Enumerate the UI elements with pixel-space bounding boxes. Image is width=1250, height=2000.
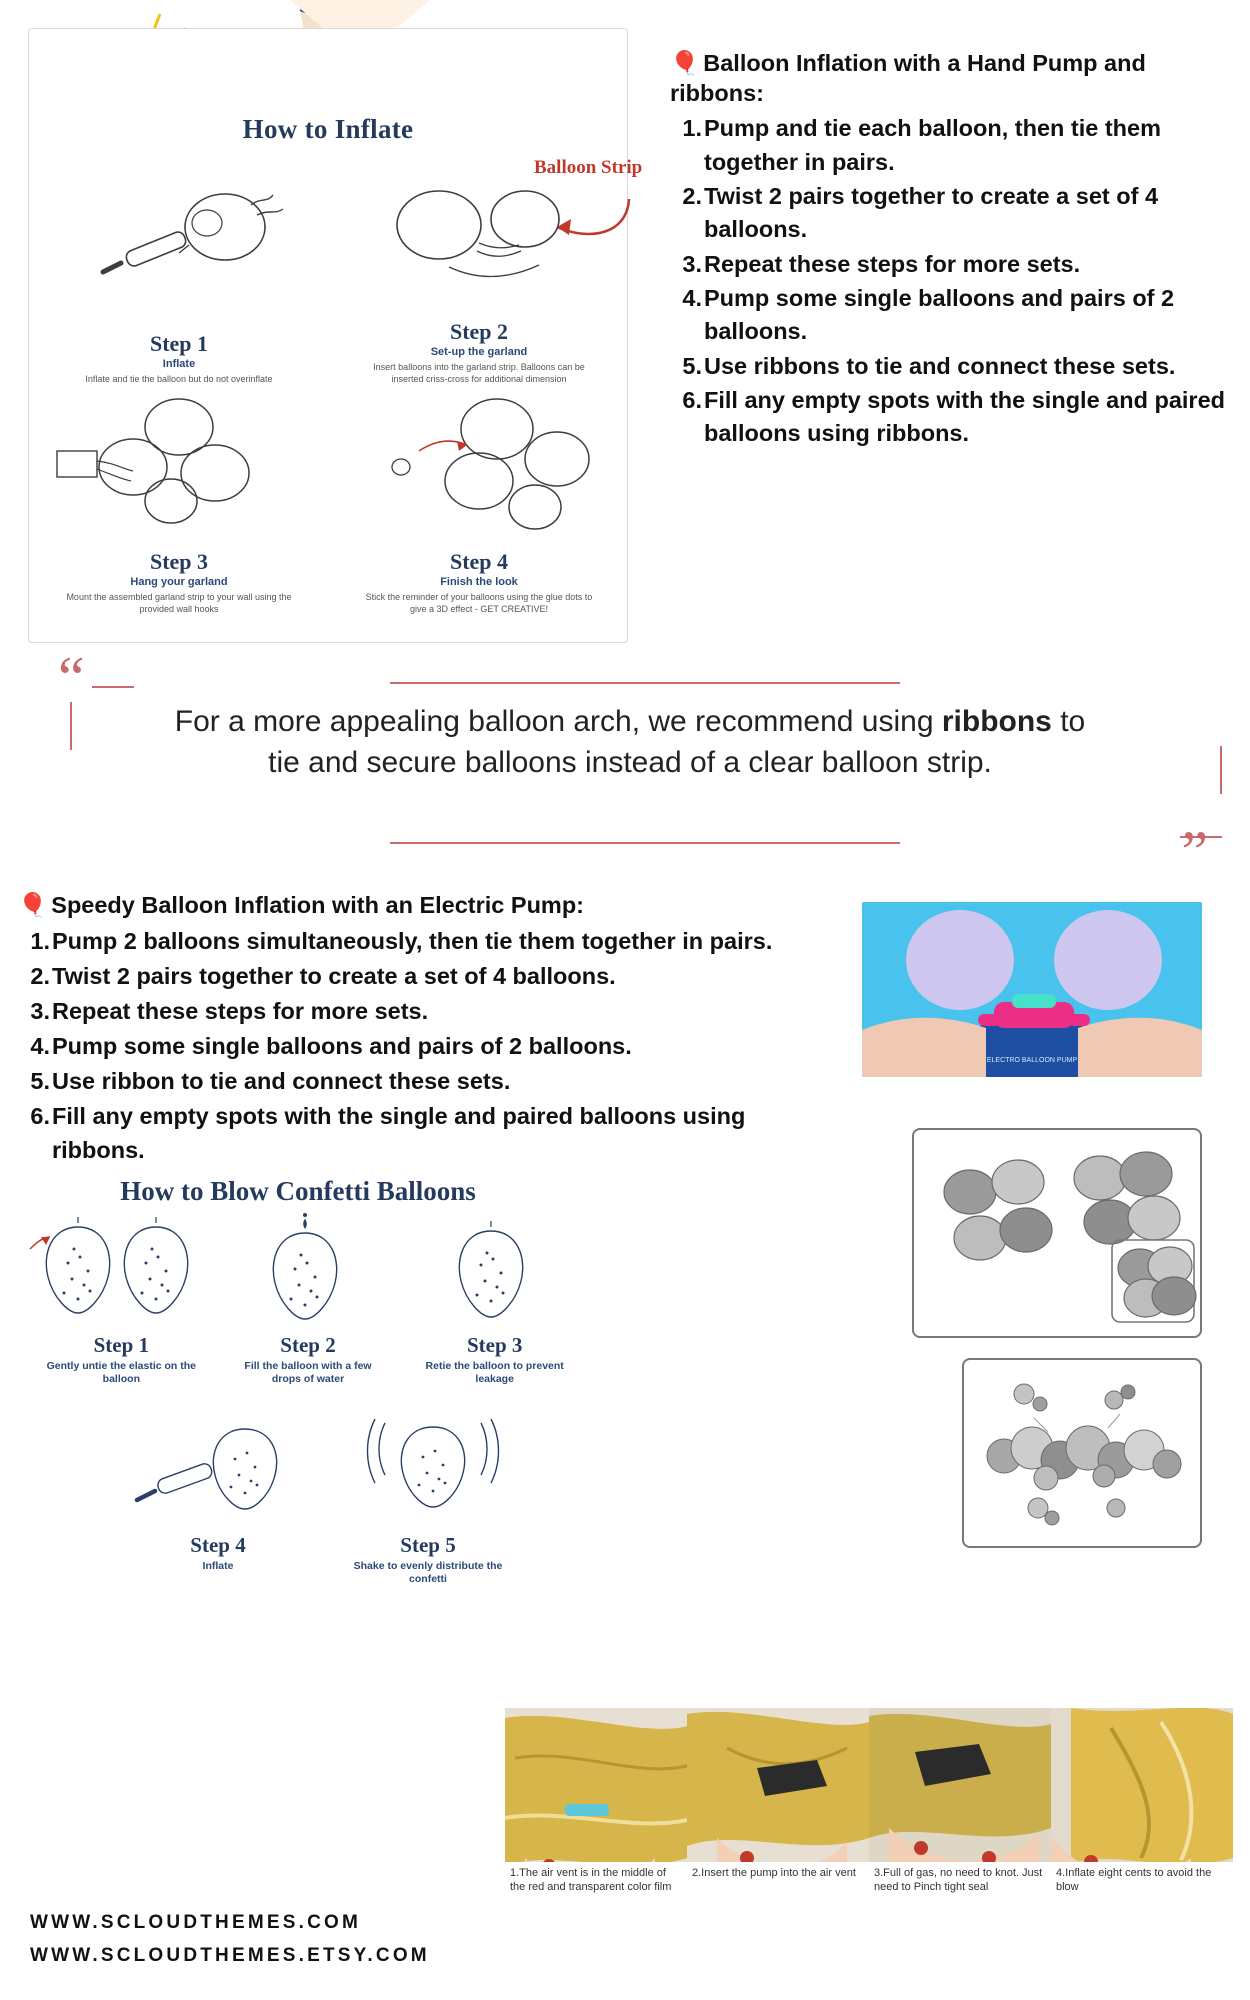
foil-photo-3 [869, 1708, 1051, 1928]
foil-caption: 2.Insert the pump into the air vent [687, 1862, 869, 1928]
step-description: Inflate and tie the balloon but do not overinflate [85, 373, 273, 384]
electric-pump-illustration [862, 902, 1202, 1077]
foil-photo-2 [687, 1708, 869, 1928]
balloon-pin-icon: 🎈 [670, 50, 700, 76]
footer-etsy-line: WWW.SCLOUDTHEMES.ETSY.COM [30, 1944, 430, 1966]
electric-pump-photo [862, 902, 1202, 1077]
list-item: Repeat these steps for more sets. [52, 998, 429, 1025]
quote-text [60, 660, 1190, 783]
balloon-cluster-diagram [912, 1128, 1202, 1338]
balloon-cluster-icon [29, 389, 329, 539]
electric-pump-section [0, 890, 1250, 1168]
finish-look-step [329, 389, 629, 619]
step-subtitle: Inflate [162, 357, 196, 370]
hand-pump-step-list [670, 112, 1228, 451]
quote-text-before: For a more appealing balloon arch, we recommend using [174, 705, 942, 738]
confetti-step-2-art [215, 1213, 402, 1333]
setup-garland-step [329, 179, 629, 389]
hand-pump-balloon-icon [29, 179, 329, 299]
step-subtitle: Set-up the garland [430, 345, 528, 358]
electric-pump-heading-text: Speedy Balloon Inflation with an Electric Pump: [51, 892, 584, 918]
inflate-step [29, 179, 329, 389]
retied-balloon-icon [401, 1213, 581, 1333]
garland-strip-icon [329, 179, 629, 299]
confetti-steps-row-2 [113, 1413, 533, 1587]
arch-diagram-icon [964, 1360, 1202, 1548]
electric-pump-instructions [18, 890, 808, 1168]
step-subtitle: Hang your garland [130, 575, 228, 588]
finished-arch-icon [329, 389, 629, 539]
list-item: Twist 2 pairs together to create a set of 4 balloons. [704, 182, 1159, 243]
step-description: Mount the assembled garland strip to your wall using the provided wall hooks [66, 591, 292, 614]
confetti-step-description: Inflate [202, 1559, 234, 1572]
confetti-step [401, 1213, 588, 1387]
balloon-arch-diagram [962, 1358, 1202, 1548]
balloon-water-drop-icon [215, 1213, 395, 1333]
confetti-step-name: Step 2 [280, 1332, 336, 1357]
svg-text:ELECTRO BALLOON PUMP: ELECTRO BALLOON PUMP [986, 1057, 1078, 1064]
foil-caption: 1.The air vent is in the middle of the red and transparent color film [505, 1862, 687, 1928]
confetti-step-name: Step 1 [93, 1332, 150, 1357]
hand-pump-heading-text: Balloon Inflation with a Hand Pump and ribbons: [670, 50, 1146, 107]
quote-text-after: to tie and secure balloons instead of a clear balloon strip. [268, 705, 1086, 779]
list-item: Pump some single balloons and pairs of 2 balloons. [52, 1033, 632, 1060]
step-description: Stick the reminder of your balloons using the glue dots to give a 3D effect - GET CREATIVE! [365, 591, 593, 614]
how-to-inflate-steps [29, 179, 629, 619]
step-subtitle: Finish the look [440, 575, 518, 588]
quote-open-mark: “ [58, 645, 85, 711]
list-item: Pump and tie each balloon, then tie them together in pairs. [704, 115, 1161, 175]
cluster-diagram-icon [914, 1130, 1202, 1338]
balloon-strip-label: Balloon Strip [534, 157, 643, 178]
how-to-inflate-illustration [0, 0, 660, 660]
foil-photo-1 [505, 1708, 687, 1928]
hand-pump-instructions [660, 0, 1250, 660]
confetti-step-description: Shake to evenly distribute the confetti [353, 1559, 503, 1586]
list-item: Repeat these steps for more sets. [704, 250, 1081, 277]
electric-pump-step-list [18, 924, 808, 1167]
balloon-pin-icon: 🎈 [18, 892, 48, 918]
confetti-step-name: Step 5 [400, 1532, 456, 1557]
step-description: Insert balloons into the garland strip. Balloons can be inserted criss-cross for additional dimension [373, 361, 585, 384]
confetti-step-description: Gently untie the elastic on the balloon [46, 1359, 196, 1386]
quote-bar-right [1220, 746, 1222, 794]
confetti-steps-row-1 [28, 1213, 588, 1387]
confetti-balloon-section [0, 1176, 660, 1588]
confetti-step-5-art [323, 1413, 533, 1533]
list-item: Pump 2 balloons simultaneously, then tie them together in pairs. [52, 928, 773, 955]
confetti-step-3-art [401, 1213, 588, 1333]
foil-photo-4 [1051, 1708, 1233, 1928]
footer [30, 1906, 430, 1973]
hand-pump-heading [670, 48, 1228, 108]
list-item: Use ribbons to tie and connect these sets. [704, 352, 1176, 379]
step-name: Step 4 [449, 548, 509, 574]
foil-caption: 4.Inflate eight cents to avoid the blow [1051, 1862, 1233, 1928]
quote-close-mark: ” [1181, 819, 1208, 885]
recommendation-quote [0, 645, 1250, 890]
shake-balloon-icon [323, 1413, 523, 1533]
quote-rule-bottom [390, 842, 900, 844]
footer-website-line: WWW.SCLOUDTHEMES.COM [30, 1911, 362, 1933]
confetti-step [28, 1213, 215, 1387]
step-name: Step 3 [149, 548, 209, 574]
confetti-step-description: Retie the balloon to prevent leakage [425, 1359, 564, 1386]
electric-pump-heading [18, 890, 808, 920]
quote-bold-word: ribbons [941, 705, 1052, 738]
how-to-inflate-card [28, 28, 643, 643]
confetti-step-name: Step 4 [190, 1532, 246, 1557]
hang-garland-step [29, 389, 329, 619]
confetti-step [215, 1213, 402, 1387]
two-confetti-balloons-icon [28, 1213, 208, 1333]
confetti-step-description: Fill the balloon with a few drops of water [244, 1359, 372, 1386]
list-item: Fill any empty spots with the single and paired balloons using ribbons. [52, 1103, 746, 1164]
foil-balloon-photo-strip [505, 1708, 1233, 1928]
hand-pump-section [0, 0, 1250, 660]
list-item: Twist 2 pairs together to create a set of 4 balloons. [52, 963, 616, 990]
quote-rule-top [390, 682, 900, 684]
confetti-step-4-art [113, 1413, 323, 1533]
step-name: Step 1 [149, 330, 209, 356]
quote-dash-left [92, 686, 134, 688]
confetti-step-name: Step 3 [466, 1332, 523, 1357]
list-item: Use ribbon to tie and connect these sets. [52, 1068, 511, 1095]
confetti-step-1-art [28, 1213, 215, 1333]
confetti-section-title: How to Blow Confetti Balloons [120, 1175, 476, 1206]
confetti-step [323, 1413, 533, 1587]
pump-inflate-confetti-icon [113, 1413, 313, 1533]
list-item: Pump some single balloons and pairs of 2 balloons. [704, 284, 1175, 345]
confetti-step [113, 1413, 323, 1587]
foil-caption: 3.Full of gas, no need to knot. Just need to Pinch tight seal [869, 1862, 1051, 1928]
step-name: Step 2 [449, 318, 509, 344]
how-to-inflate-title: How to Inflate [242, 114, 414, 144]
list-item: Fill any empty spots with the single and paired balloons using ribbons. [704, 387, 1226, 447]
